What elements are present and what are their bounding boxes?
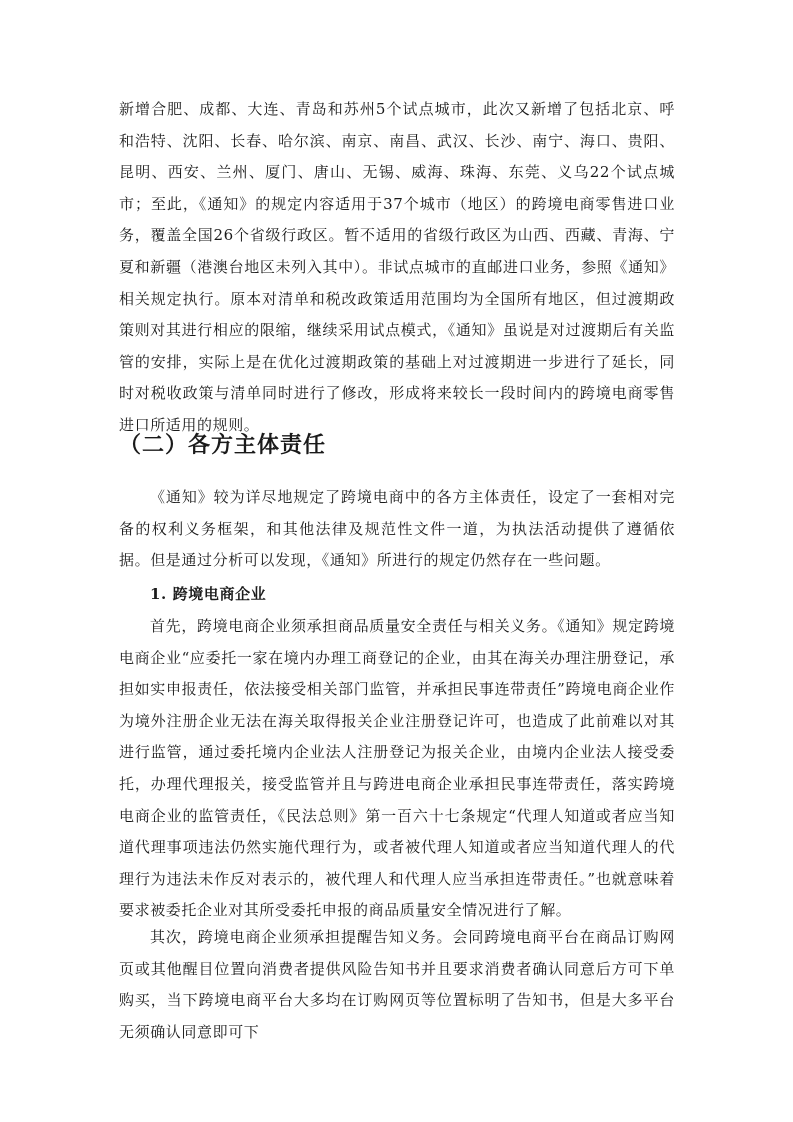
section-heading: （二）各方主体责任: [119, 433, 327, 458]
body-paragraph: 首先，跨境电商企业须承担商品质量安全责任与相关义务。《通知》规定跨境电商企业“应委托一家在境内办理工商登记的企业，由其在海关办理注册登记，承担如实申报责任，依法接受相关部门监管，并承担民事连带责任”跨境电商企业作为境外注册企业无法在海关取得报关企业注册登记许可，也造成了此前难以对其进行监管，通过委托境内企业法人注册登记为报关企业，由境内企业法人接受委托，办理代理报关，接受监管并且与跨进电商企业承担民事连带责任，落实跨境电商企业的监管责任，《民法总则》第一百六十七条规定“代理人知道或者应当知道代理事项违法仍然实施代理行为，或者被代理人知道或者应当知道代理人的代理行为违法未作反对表示的，被代理人和代理人应当承担连带责任。”也就意味着要求被委托企业对其所受委托申报的商品质量安全情况进行了解。: [119, 617, 675, 920]
body-paragraph: 其次，跨境电商企业须承担提醒告知义务。会同跨境电商平台在商品订购网页或其他醒目位置向消费者提供风险告知书并且要求消费者确认同意后方可下单购买，当下跨境电商平台大多均在订购网页等位置标明了告知书，但是大多平台无须确认同意即可下: [119, 928, 675, 1041]
subsection-heading: 1. 跨境电商企业: [150, 585, 267, 603]
body-paragraph: 新增合肥、成都、大连、青岛和苏州5个试点城市，此次又新增了包括北京、呼和浩特、沈阳、长春、哈尔滨、南京、南昌、武汉、长沙、南宁、海口、贵阳、昆明、西安、兰州、厦门、唐山、无锡、威海、珠海、东莞、义乌22个试点城市；至此，《通知》的规定内容适用于37个城市（地区）的跨境电商零售进口业务，覆盖全国26个省级行政区。暂不适用的省级行政区为山西、西藏、青海、宁夏和新疆（港澳台地区未列入其中）。非试点城市的直邮进口业务，参照《通知》相关规定执行。原本对清单和税改政策适用范围均为全国所有地区，但过渡期政策则对其进行相应的限缩，继续采用试点模式，《通知》虽说是对过渡期后有关监管的安排，实际上是在优化过渡期政策的基础上对过渡期进一步进行了延长，同时对税收政策与清单同时进行了修改，形成将来较长一段时间内的跨境电商零售进口所适用的规则。: [119, 100, 675, 434]
body-paragraph: 《通知》较为详尽地规定了跨境电商中的各方主体责任，设定了一套相对完备的权利义务框架，和其他法律及规范性文件一道，为执法活动提供了遵循依据。但是通过分析可以发现，《通知》所进行的规定仍然存在一些问题。: [119, 488, 675, 570]
